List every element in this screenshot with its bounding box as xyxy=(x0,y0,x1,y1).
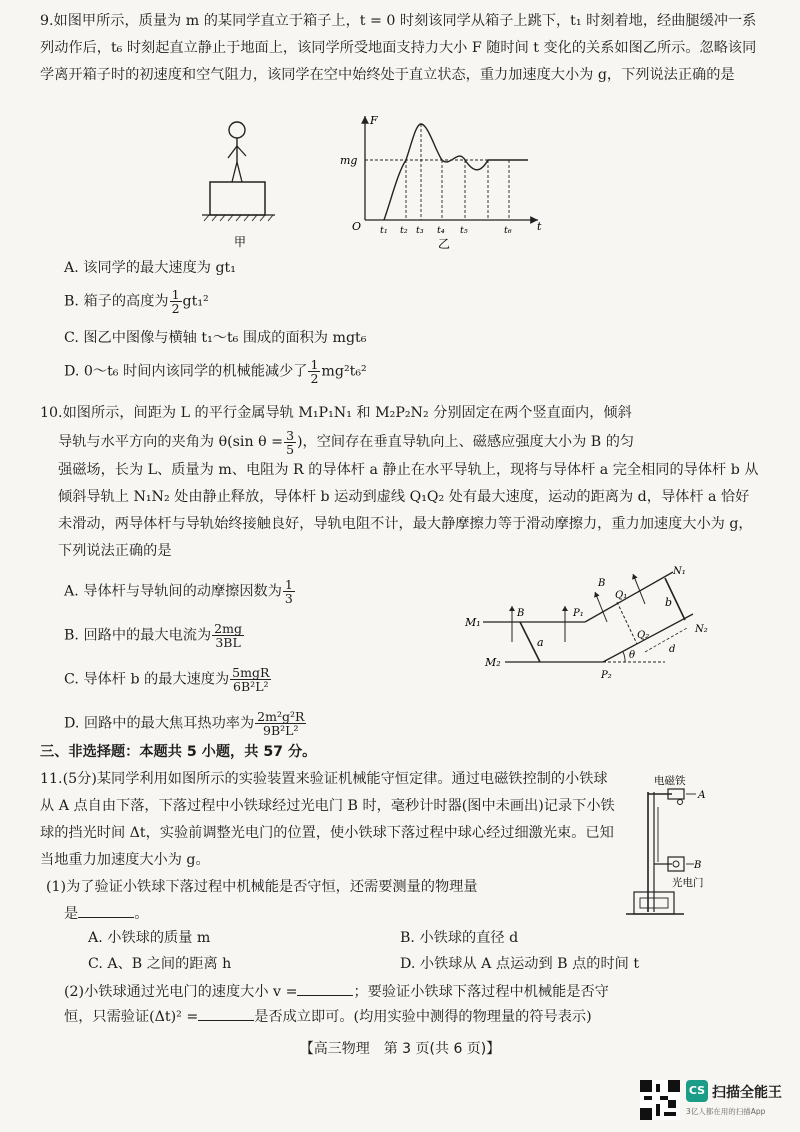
numerator: 1 xyxy=(171,287,180,302)
tick-t4: t₄ xyxy=(437,225,445,236)
q10-option-b[interactable] xyxy=(64,622,245,649)
question-stem: 导轨与水平方向的夹角为 θ(sin θ = xyxy=(58,434,284,450)
question-number: 9. xyxy=(40,13,54,29)
part2-text: 恒，只需验证(Δt)² = xyxy=(64,1009,199,1025)
question-10 xyxy=(40,400,760,565)
fraction xyxy=(308,358,320,385)
part2-text: (2)小铁球通过光电门的速度大小 v = xyxy=(64,984,298,1000)
numerator: 5mgR xyxy=(232,665,270,680)
q10-option-a[interactable] xyxy=(64,578,296,605)
label-f: F xyxy=(370,114,378,127)
numerator: 1 xyxy=(284,577,293,592)
q10-option-d[interactable] xyxy=(64,710,307,737)
tick-t2: t₂ xyxy=(400,225,408,236)
label-b-field-1: B xyxy=(517,608,525,619)
numerator: 1 xyxy=(310,357,319,372)
numerator: 3 xyxy=(286,427,295,443)
denominator: 9B²L² xyxy=(263,723,299,738)
label-a: a xyxy=(537,636,544,649)
q10-option-c[interactable] xyxy=(64,666,272,693)
label-point-b: B xyxy=(694,860,702,871)
label-electromagnet: 电磁铁 xyxy=(654,775,686,787)
q9-option-b[interactable] xyxy=(64,288,209,315)
figure-jia xyxy=(200,118,280,248)
answer-blank-2[interactable] xyxy=(297,980,353,996)
fraction xyxy=(230,666,271,693)
q11-part-2-line2 xyxy=(64,1005,592,1027)
q11-option-b[interactable]: B. 小铁球的直径 d xyxy=(400,930,519,946)
denominator: 6B²L² xyxy=(233,679,269,694)
denominator: 2 xyxy=(171,301,180,316)
question-stem: (5分)某同学利用如图所示的实验装置来验证机械能守恒定律。通过电磁铁控制的小铁球从 A 点自由下落，下落过程中小铁球经过光电门 B 时，毫秒计时器(图中未画出)记录下小铁球的挡光时间 Δt，实验前调整光电门的位置，使小铁球下落过程中球心经过细激光束。已知当地重力加速度大小为 g。 xyxy=(40,771,615,868)
part2-text: 是否成立即可。(均用实验中测得的物理量的符号表示) xyxy=(254,1009,592,1025)
label-m2: M₂ xyxy=(485,656,501,669)
question-stem: 如图所示，间距为 L 的平行金属导轨 M₁P₁N₁ 和 M₂P₂N₂ 分别固定在两个竖直面内，倾斜 xyxy=(62,405,632,421)
answer-blank-3[interactable] xyxy=(198,1005,254,1021)
label-m1: M₁ xyxy=(465,616,481,629)
label-n1: N₁ xyxy=(673,566,686,577)
scanner-name: 扫描全能王 xyxy=(712,1085,782,1101)
q9-option-a[interactable]: A. 该同学的最大速度为 gt₁ xyxy=(64,260,236,276)
q11-option-a[interactable]: A. 小铁球的质量 m xyxy=(88,930,211,946)
qr-code-icon xyxy=(640,1080,680,1120)
figure-yi-graph xyxy=(340,112,550,252)
label-t: t xyxy=(537,220,542,233)
numerator: 2mg xyxy=(214,621,242,636)
label-mg: mg xyxy=(340,154,358,167)
q11-part-2 xyxy=(64,980,609,1002)
q11-option-c[interactable]: C. A、B 之间的距离 h xyxy=(88,956,232,972)
fraction xyxy=(212,622,244,649)
q11-option-d[interactable]: D. 小铁球从 A 点运动到 B 点的时间 t xyxy=(400,956,640,972)
option-text: B. 箱子的高度为 xyxy=(64,293,169,310)
label-p2: P₂ xyxy=(601,670,612,681)
denominator: 5 xyxy=(286,441,295,457)
label-theta: θ xyxy=(629,650,636,661)
page-footer: 【高三物理 第 3 页(共 6 页)】 xyxy=(299,1041,501,1057)
label-point-a: A xyxy=(698,789,706,801)
option-text: D. 0～t₆ 时间内该同学的机械能减少了 xyxy=(64,363,308,380)
q9-option-d[interactable] xyxy=(64,358,367,385)
label-o: O xyxy=(352,220,362,233)
tick-t5: t₅ xyxy=(460,225,468,236)
question-stem: 强磁场，长为 L、质量为 m、电阻为 R 的导体杆 a 静止在水平导轨上，现将与导体杆 a 完全相同的导体杆 b 从倾斜导轨上 N₁N₂ 处由静止释放，导体杆 b 运动到虚线 Q₁Q₂ 处有最大速度，运动的距离为 d，导体杆 a 恰好未滑动，两导体杆与导轨始终接触良好，导轨电阻不计，最大静摩擦力等于滑动摩擦力，重力加速度大小为 g，下列说法正确的是 xyxy=(58,462,759,559)
section-heading: 三、非选择题：本题共 5 小题，共 57 分。 xyxy=(40,744,317,760)
apparatus-figure xyxy=(620,772,730,924)
numerator: 2m²g²R xyxy=(257,709,305,724)
label-n2: N₂ xyxy=(695,624,708,635)
option-text: C. 导体杆 b 的最大速度为 xyxy=(64,671,230,688)
label-p1: P₁ xyxy=(573,608,584,619)
option-text: D. 回路中的最大焦耳热功率为 xyxy=(64,715,255,732)
tick-t3: t₃ xyxy=(416,225,424,236)
part1-text: 是 xyxy=(64,906,79,922)
q9-option-c[interactable]: C. 图乙中图像与横轴 t₁～t₆ 围成的面积为 mgt₆ xyxy=(64,330,367,346)
label-d: d xyxy=(669,644,676,655)
rail-diagram xyxy=(465,562,720,687)
part2-text: ；要验证小铁球下落过程中机械能是否守 xyxy=(353,984,609,1000)
part1-text: (1)为了验证小铁球下落过程中机械能是否守恒，还需要测量的物理量 xyxy=(46,879,478,895)
option-text: gt₁² xyxy=(182,293,209,310)
fraction xyxy=(284,429,296,456)
tick-t6: t₆ xyxy=(504,225,512,236)
question-stem: )，空间存在垂直导轨向上、磁感应强度大小为 B 的匀 xyxy=(297,434,635,450)
part1-text: 。 xyxy=(134,906,149,922)
answer-blank-1[interactable] xyxy=(78,902,134,918)
scanner-logo-icon: CS xyxy=(686,1080,708,1102)
scanner-tagline: 3亿人都在用的扫描App xyxy=(686,1107,766,1116)
question-stem: 如图甲所示，质量为 m 的某同学直立于箱子上，t = 0 时刻该同学从箱子上跳下，t₁ 时刻着地，经曲腿缓冲一系列动作后，t₆ 时刻起直立静止于地面上，该同学所受地面支持力大小 F 随时间 t 变化的关系如图乙所示。忽略该同学离开箱子时的初速度和空气阻力，该同学在空中始终处于直立状态，重力加速度大小为 g，下列说法正确的是 xyxy=(40,13,757,83)
denominator: 2 xyxy=(310,371,319,386)
fraction xyxy=(283,578,295,605)
label-q1: Q₁ xyxy=(615,590,628,601)
question-9 xyxy=(40,8,760,89)
label-b-field-2: B xyxy=(598,578,606,589)
label-b: b xyxy=(665,596,673,609)
denominator: 3 xyxy=(284,591,293,606)
tick-t1: t₁ xyxy=(380,225,388,236)
option-text: A. 导体杆与导轨间的动摩擦因数为 xyxy=(64,583,282,600)
label-q2: Q₂ xyxy=(637,630,650,641)
option-text: B. 回路中的最大电流为 xyxy=(64,627,212,644)
denominator: 3BL xyxy=(215,635,241,650)
option-text: mg²t₆² xyxy=(321,363,367,380)
label-jia: 甲 xyxy=(234,235,247,248)
label-yi: 乙 xyxy=(438,237,451,251)
label-photogate: 光电门 xyxy=(672,877,704,889)
question-11 xyxy=(40,766,620,928)
fraction xyxy=(255,710,306,737)
fraction xyxy=(170,288,182,315)
question-number: 10. xyxy=(40,405,63,421)
question-number: 11. xyxy=(40,771,63,787)
